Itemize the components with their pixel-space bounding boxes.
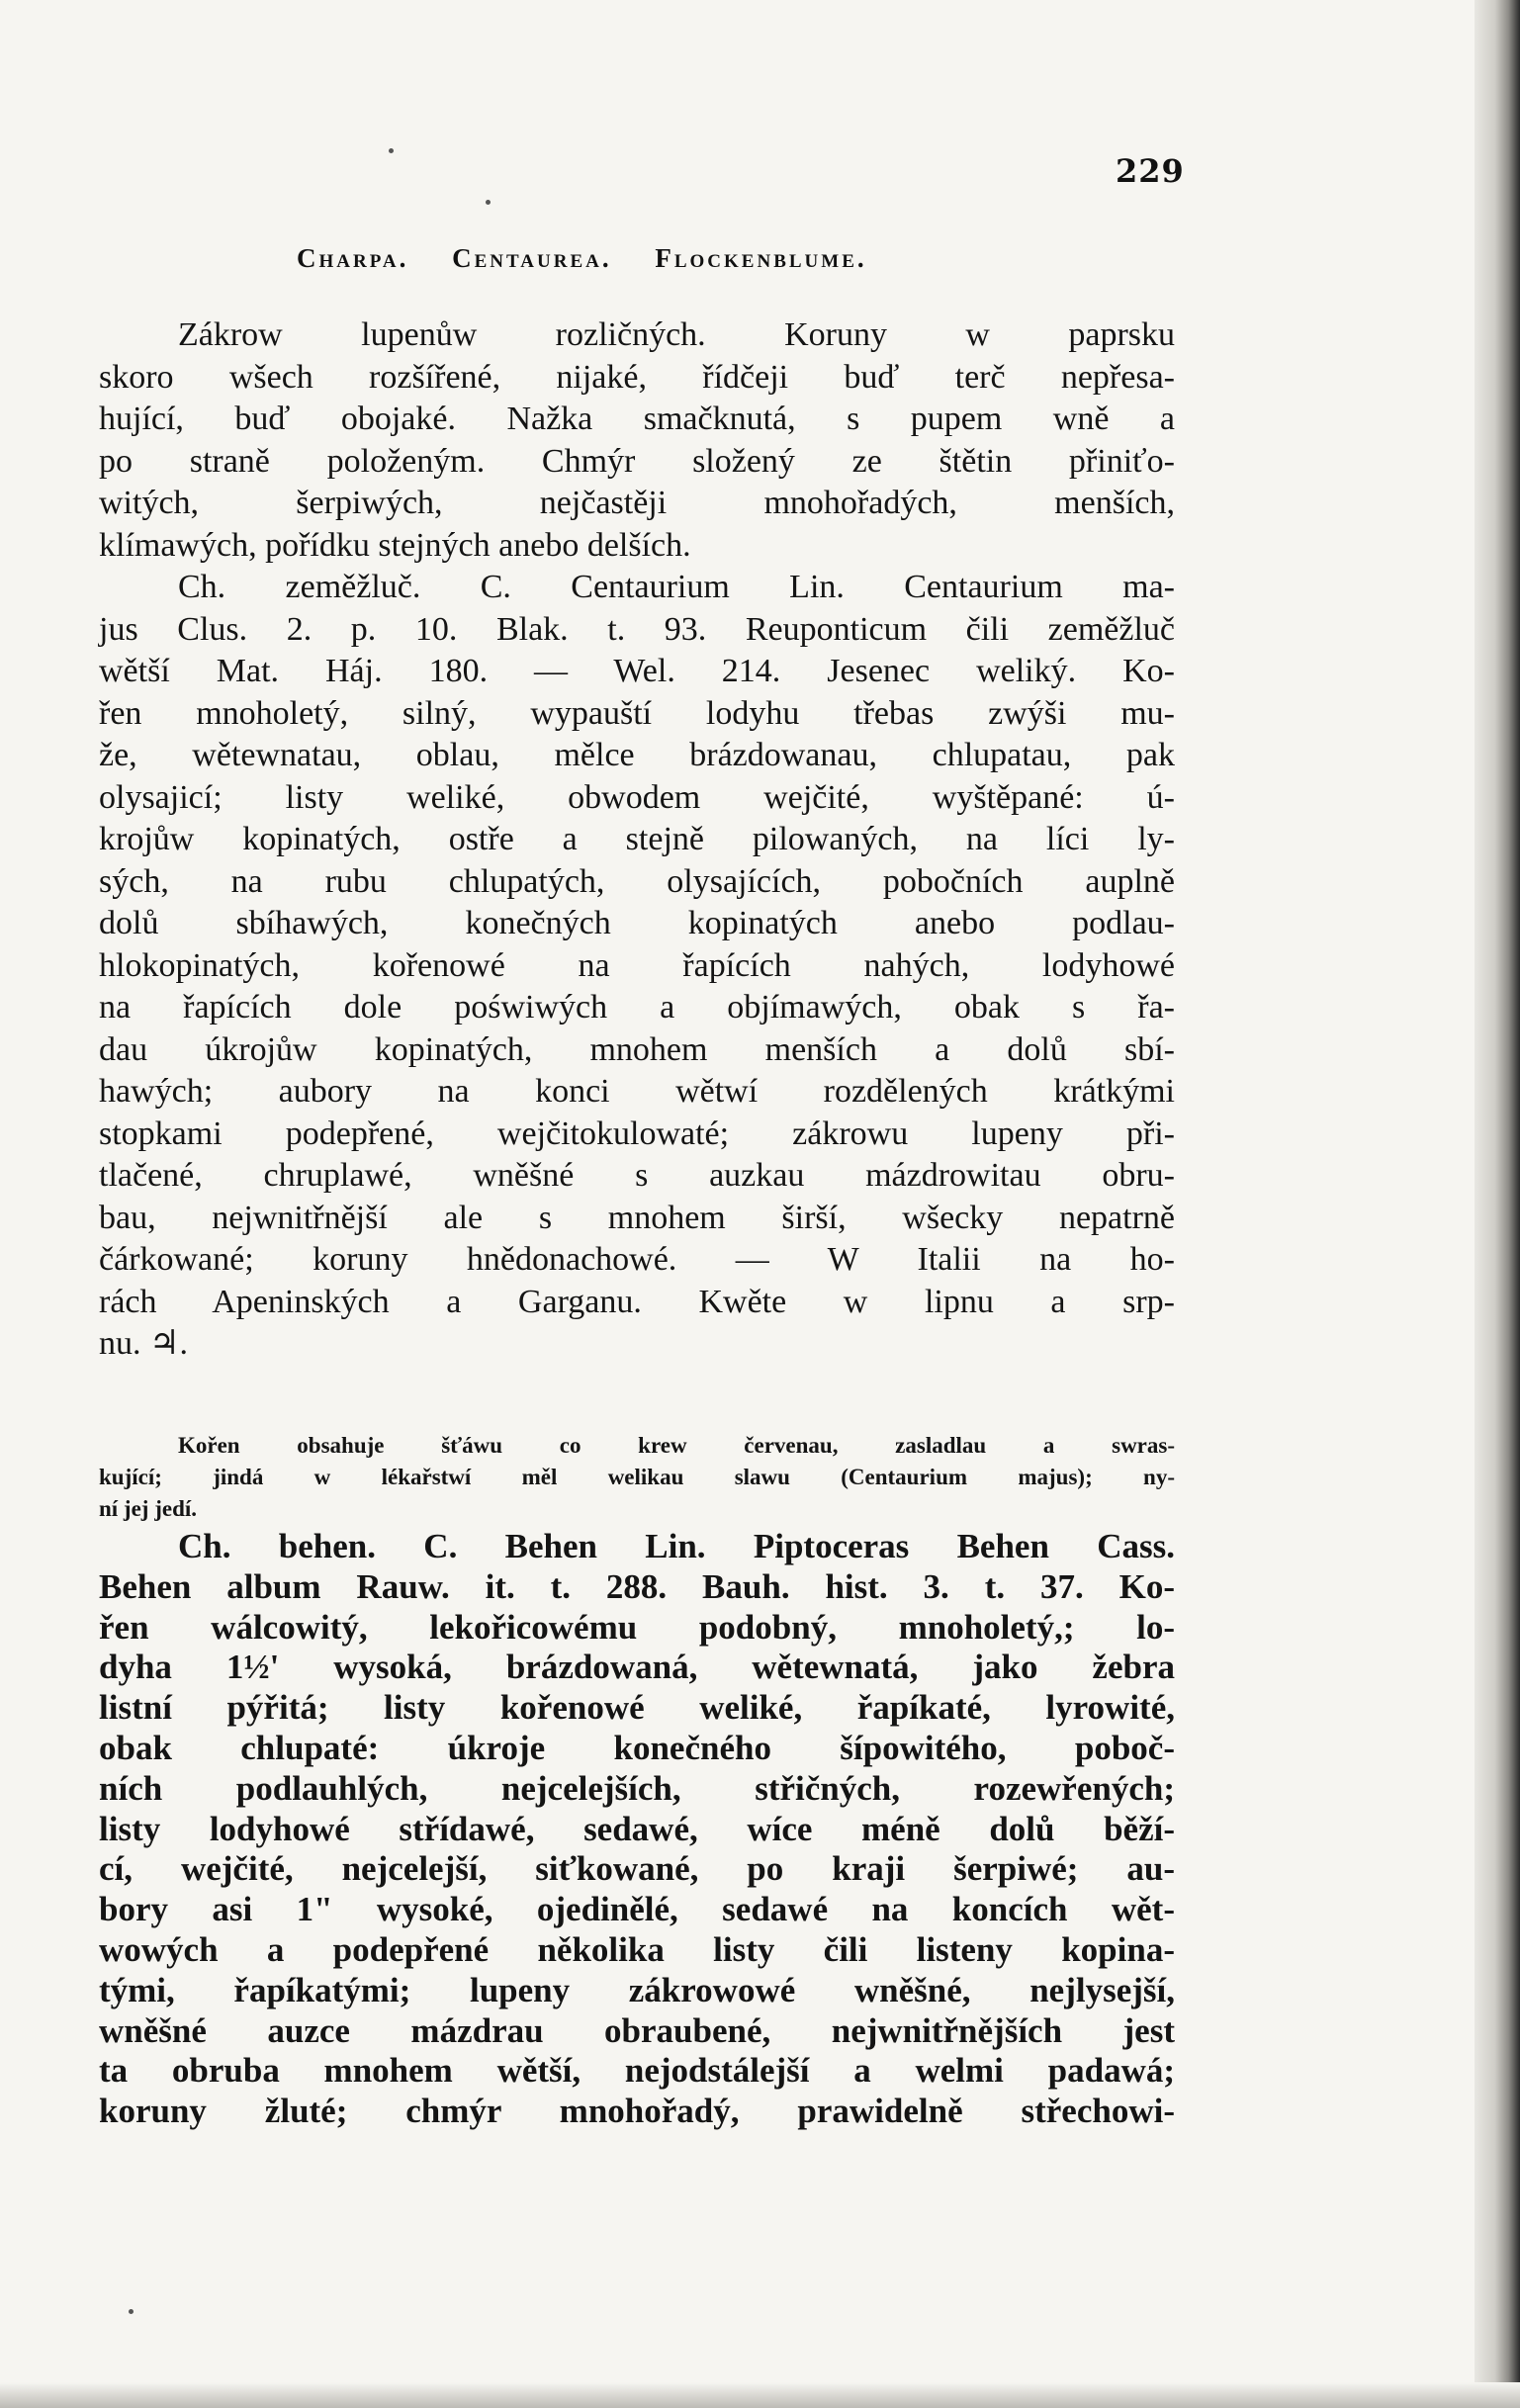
text-line: listní pýřitá; listy kořenowé weliké, řapíkaté, lyrowité,	[99, 1688, 1175, 1728]
running-head	[297, 243, 867, 274]
text-line: Zákrow lupenůw rozličných. Koruny w paprsku	[178, 316, 1175, 353]
speck	[129, 2309, 134, 2314]
text-line: krojůw kopinatých, ostře a stejně pilowaných, na líci ly-	[99, 821, 1175, 857]
text-line: witých, šerpiwých, nejčastěji mnohořadých, menších,	[99, 485, 1175, 521]
text-line: tlačené, chruplawé, wněšné s auzkau mázdrowitau obru-	[99, 1157, 1175, 1194]
text-line: hující, buď obojaké. Nažka smačknutá, s pupem wně a	[99, 401, 1175, 437]
text-line: wowých a podepřené několika listy čili listeny kopina-	[99, 1929, 1175, 1969]
page-bottom-edge	[0, 2382, 1520, 2408]
page-number: 229	[1116, 152, 1185, 190]
page-edge-shadow	[1475, 0, 1520, 2408]
text-line: na řapících dole poświwých a objímawých, obak s řa-	[99, 989, 1175, 1026]
text-line: olysajicí; listy weliké, obwodem wejčité, wyštěpané: ú-	[99, 778, 1175, 816]
running-head-czech: Charpa.	[297, 243, 409, 273]
text-line: stopkami podepřené, wejčitokulowaté; zákrowu lupeny při-	[99, 1115, 1175, 1152]
note-line: kující; jindá w lékařstwí měl welikau slawu (Centaurium majus); ny-	[99, 1465, 1175, 1489]
text-line: bory asi 1" wysoké, ojedinělé, sedawé na koncích wět-	[99, 1890, 1175, 1929]
text-line: wněšné auzce mázdrau obraubené, nejwnitřnějších jest	[99, 2010, 1175, 2050]
text-line: po straně položeným. Chmýr složený ze štětin přiniťo-	[99, 442, 1175, 480]
text-line: nu. ♃.	[99, 1325, 188, 1362]
text-line: cí, wejčité, nejcelejší, siťkowané, po kraji šerpiwé; au-	[99, 1849, 1175, 1889]
text-line: wětší Mat. Háj. 180. — Wel. 214. Jesenec weliký. Ko-	[99, 653, 1175, 689]
text-line: skoro wšech rozšířené, nijaké, řídčeji buď terč nepřesa-	[99, 358, 1175, 396]
text-line: koruny žluté; chmýr mnohořadý, prawidelně střechowi-	[99, 2092, 1175, 2131]
text-line: klímawých, pořídku stejných anebo delších.	[99, 526, 691, 564]
text-line: dau úkrojůw kopinatých, mnohem menších a dolů sbí-	[99, 1030, 1175, 1068]
running-head-latin: Centaurea.	[452, 243, 612, 273]
text-line: jus Clus. 2. p. 10. Blak. t. 93. Reuponticum čili zeměžluč	[99, 610, 1175, 648]
text-line: čárkowané; koruny hnědonachowé. — W Italii na ho-	[99, 1241, 1175, 1278]
text-line: řen mnoholetý, silný, wypauští lodyhu třebas zwýši mu-	[99, 694, 1175, 732]
text-line: Ch. behen. C. Behen Lin. Piptoceras Behen Cass.	[178, 1527, 1175, 1565]
text-line: ta obruba mnohem wětší, nejodstálejší a welmi padawá;	[99, 2051, 1175, 2091]
text-line: dolů sbíhawých, konečných kopinatých anebo podlau-	[99, 905, 1175, 941]
text-line: sých, na rubu chlupatých, olysajících, pobočních auplně	[99, 862, 1175, 900]
text-line: bau, nejwnitřnější ale s mnohem širší, wšecky nepatrně	[99, 1199, 1175, 1236]
text-line: obak chlupaté: úkroje konečného šípowitého, poboč-	[99, 1728, 1175, 1767]
species-behen	[99, 1527, 1175, 2132]
note-line: ní jej jedí.	[99, 1496, 198, 1521]
text-line: že, wětewnatau, oblau, mělce brázdowanau, chlupatau, pak	[99, 737, 1175, 773]
text-line: rách Apeninských a Garganu. Kwěte w lipnu a srp-	[99, 1283, 1175, 1320]
genus-description	[99, 314, 1175, 1366]
text-line: ních podlauhlých, nejcelejších, střičných, rozewřených;	[99, 1768, 1175, 1808]
text-line: Behen album Rauw. it. t. 288. Bauh. hist. 3. t. 37. Ko-	[99, 1566, 1175, 1606]
footnote	[99, 1430, 1175, 1525]
text-line: hlokopinatých, kořenowé na řapících nahých, lodyhowé	[99, 946, 1175, 984]
text-line: listy lodyhowé střídawé, sedawé, wíce méně dolů běží-	[99, 1809, 1175, 1848]
speck	[486, 200, 491, 205]
running-head-german: Flockenblume.	[655, 243, 867, 273]
speck	[389, 148, 394, 153]
text-line: hawých; aubory na konci wětwí rozdělených krátkými	[99, 1073, 1175, 1110]
note-line: Kořen obsahuje šťáwu co krew červenau, zasladlau a swras-	[178, 1433, 1175, 1458]
text-line: řen wálcowitý, lekořicowému podobný, mnoholetý,; lo-	[99, 1607, 1175, 1647]
text-line: Ch. zeměžluč. C. Centaurium Lin. Centaurium ma-	[178, 569, 1175, 605]
text-line: dyha 1½' wysoká, brázdowaná, wětewnatá, jako žebra	[99, 1648, 1175, 1687]
text-line: tými, řapíkatými; lupeny zákrowowé wněšné, nejlysejší,	[99, 1970, 1175, 2009]
